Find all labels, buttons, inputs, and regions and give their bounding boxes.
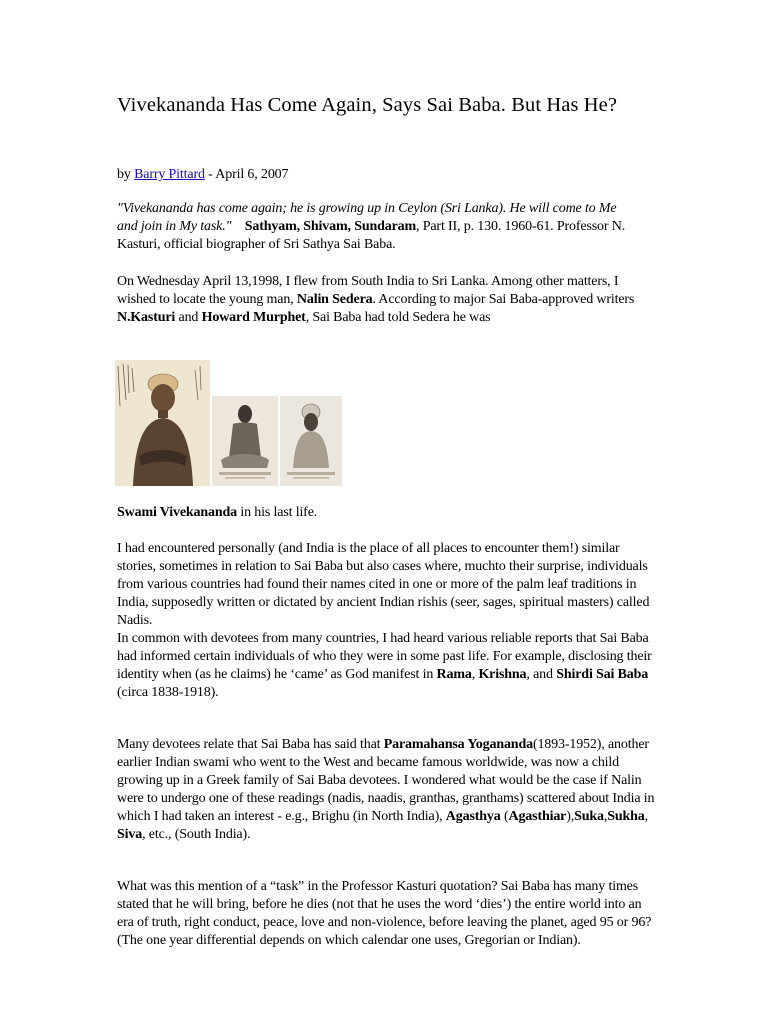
bold-name: Krishna <box>478 667 527 682</box>
author-link[interactable]: Barry Pittard <box>134 167 205 182</box>
epigraph-quote <box>117 200 637 254</box>
bold-name: Agasthiar <box>508 809 567 824</box>
article <box>117 92 657 948</box>
quote-source-detail: , Part II, p. 130. 1960-61. Professor N. Kasturi, official biographer of Sri Sathya Sai Baba. <box>117 219 626 252</box>
text: , etc., (South India). <box>142 827 251 842</box>
paragraph-5: What was this mention of a “task” in the Professor Kasturi quotation? Sai Baba has many times stated that he will bring, before he dies (not that he uses the word ‘dies’) the entire world into an era of truth, right conduct, peace, love and non-violence, before leaving the planet, aged 95 or 96? (The one year differential depends on which calendar one uses, Gregorian or Indian). <box>117 879 652 948</box>
byline-prefix: by <box>117 167 135 182</box>
vivekananda-photo-collage <box>115 360 345 488</box>
text: and <box>175 310 202 325</box>
text: ), <box>566 809 575 824</box>
bold-name: Siva <box>117 827 143 842</box>
bold-name: Nalin Sedera <box>296 292 373 307</box>
photo-vivekananda <box>115 360 210 486</box>
bold-name: Agasthya <box>445 809 501 824</box>
bold-name: Rama <box>436 667 472 682</box>
caption-text: in his last life. <box>236 505 318 520</box>
paragraph-4 <box>117 736 657 844</box>
photo-seated-figure <box>212 396 278 486</box>
paragraph-3 <box>117 630 657 702</box>
quote-source-title: Sathyam, Shivam, Sundaram <box>244 219 417 234</box>
text: , <box>644 809 649 824</box>
byline <box>117 166 288 184</box>
text: Many devotees relate that Sai Baba has said that <box>117 737 384 752</box>
text: On Wednesday April 13,1998, I flew from South India to Sri Lanka. Among other matters, I wished to locate the young man, <box>117 274 619 307</box>
bold-name: Suka <box>574 809 604 824</box>
text: . According to major Sai Baba-approved writers <box>372 292 635 307</box>
byline-date: - April 6, 2007 <box>204 167 289 182</box>
quote-text: "Vivekananda has come again; he is growing up in Ceylon (Sri Lanka). He will come to Me and join in My task." <box>117 201 617 234</box>
text: , and <box>526 667 557 682</box>
paragraph-1 <box>117 273 657 327</box>
photo-monk-portrait <box>280 396 342 486</box>
bold-name: N.Kasturi <box>117 310 176 325</box>
text: (1893-1952), another earlier Indian swami who went to the West and became famous worldwide, was now a child growing up in a Greek family of Sai Baba devotees. I wondered what would be the case if Nalin were to undergo one of these readings (nadis, naadis, granthas, granthams) scattered about India in which I had taken an interest - e.g., Brighu (in North India), <box>117 737 655 824</box>
text: In common with devotees from many countries, I had heard various reliable reports that Sai Baba had informed certain individuals of who they were in some past life. For example, disclosing their identity when (as he claims) he ‘came’ as God manifest in <box>117 631 652 682</box>
text: , <box>471 667 479 682</box>
text: ( <box>500 809 509 824</box>
text: (circa 1838-1918). <box>117 685 219 700</box>
text: , Sai Baba had told Sedera he was <box>305 310 491 325</box>
article-title: Vivekananda Has Come Again, Says Sai Baba. But Has He? <box>117 94 618 116</box>
bold-name: Shirdi Sai Baba <box>556 667 649 682</box>
bold-name: Howard Murphet <box>201 310 306 325</box>
caption-name: Swami Vivekananda <box>117 505 237 520</box>
bold-name: Paramahansa Yogananda <box>383 737 533 752</box>
photo-caption <box>117 504 317 522</box>
bold-name: Sukha <box>607 809 645 824</box>
paragraph-2: I had encountered personally (and India is the place of all places to encounter them!) similar stories, sometimes in relation to Sai Baba but also cases where, muchto their surprise, individuals from various countries had found their names cited in one or more of the palm leaf traditions in India, supposedly written or dictated by ancient Indian rishis (seer, sages, spiritual masters) called Nadis. <box>117 541 650 628</box>
text: , <box>603 809 608 824</box>
